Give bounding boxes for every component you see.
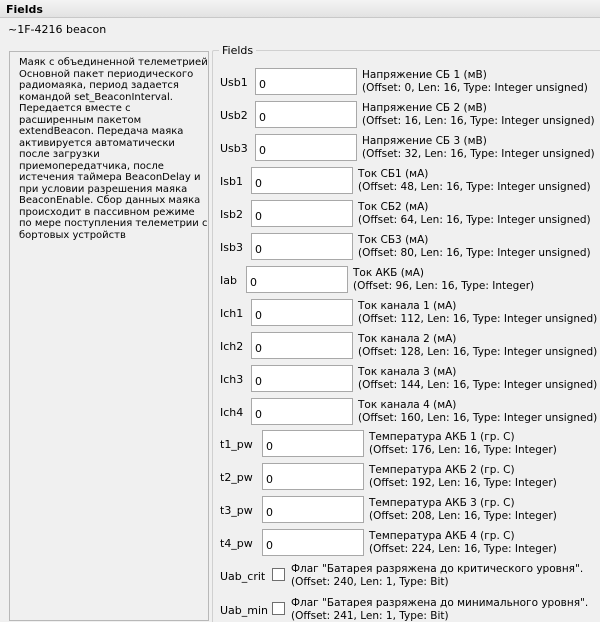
field-title: Температура АКБ 1 (гр. С) (369, 431, 515, 443)
field-label: Ich3 (220, 373, 244, 386)
field-title: Температура АКБ 2 (гр. С) (369, 464, 515, 476)
field-input-t1_pw[interactable] (262, 430, 364, 457)
flag-row-uab_crit (212, 562, 600, 594)
field-input-isb2[interactable] (251, 200, 353, 227)
field-input-usb3[interactable] (255, 134, 357, 161)
field-input-t3_pw[interactable] (262, 496, 364, 523)
field-row-t2_pw (212, 463, 600, 495)
field-description (358, 168, 591, 194)
window-title: Fields (0, 0, 600, 18)
field-meta: (Offset: 80, Len: 16, Type: Integer unsigned) (358, 247, 591, 259)
field-label: Ich2 (220, 340, 244, 353)
field-description (358, 300, 597, 326)
field-description (362, 135, 595, 161)
field-description (362, 102, 595, 128)
field-meta: (Offset: 64, Len: 16, Type: Integer unsigned) (358, 214, 591, 226)
field-label: Isb2 (220, 208, 243, 221)
flag-description (291, 563, 583, 589)
field-description (362, 69, 588, 95)
field-title: Ток канала 2 (мА) (358, 333, 457, 345)
flag-meta: (Offset: 241, Len: 1, Type: Bit) (291, 610, 449, 622)
field-row-ich3 (212, 365, 600, 397)
field-meta: (Offset: 32, Len: 16, Type: Integer unsigned) (362, 148, 595, 160)
field-meta: (Offset: 0, Len: 16, Type: Integer unsigned) (362, 82, 588, 94)
field-row-usb1 (212, 68, 600, 100)
field-title: Напряжение СБ 2 (мВ) (362, 102, 487, 114)
field-row-isb1 (212, 167, 600, 199)
field-label: t3_pw (220, 504, 253, 517)
field-row-ich2 (212, 332, 600, 364)
field-label: Usb1 (220, 76, 248, 89)
description-panel: Маяк с объединенной телеметрией Основной пакет периодического радиомаяка, период задается командой set_BeaconInterval. Передается вместе с расширенным пакетом extendBeacon. Передача маяка активируется автоматически после загрузки приемопередатчика, после истечения таймера BeaconDelay и при условии разрешения маяка BeaconEnable. Сбор данных маяка происходит в пассивном режиме по мере поступления телеметрии с бортовых устройств (9, 51, 209, 621)
field-title: Ток канала 1 (мА) (358, 300, 457, 312)
field-meta: (Offset: 128, Len: 16, Type: Integer unsigned) (358, 346, 598, 358)
field-meta: (Offset: 16, Len: 16, Type: Integer unsigned) (362, 115, 595, 127)
field-title: Температура АКБ 4 (гр. С) (369, 530, 515, 542)
field-input-ich3[interactable] (251, 365, 353, 392)
field-title: Ток СБ3 (мА) (358, 234, 429, 246)
field-description (369, 497, 557, 523)
field-meta: (Offset: 96, Len: 16, Type: Integer) (353, 280, 535, 292)
field-input-isb1[interactable] (251, 167, 353, 194)
field-title: Ток СБ2 (мА) (358, 201, 429, 213)
field-label: t4_pw (220, 537, 253, 550)
field-title: Напряжение СБ 3 (мВ) (362, 135, 487, 147)
field-meta: (Offset: 224, Len: 16, Type: Integer) (369, 543, 557, 555)
field-description (369, 431, 557, 457)
field-input-ich2[interactable] (251, 332, 353, 359)
field-label: Isb1 (220, 175, 243, 188)
flag-label: Uab_min (220, 604, 269, 617)
flag-title: Флаг "Батарея разряжена до минимального уровня". (291, 597, 589, 609)
field-title: Ток канала 4 (мА) (358, 399, 457, 411)
field-meta: (Offset: 192, Len: 16, Type: Integer) (369, 477, 557, 489)
field-description (358, 333, 597, 359)
field-label: Usb2 (220, 109, 248, 122)
field-description (369, 464, 557, 490)
field-title: Температура АКБ 3 (гр. С) (369, 497, 515, 509)
field-input-t4_pw[interactable] (262, 529, 364, 556)
field-input-ich4[interactable] (251, 398, 353, 425)
field-row-ich1 (212, 299, 600, 331)
field-label: Ich1 (220, 307, 244, 320)
field-title: Ток СБ1 (мА) (358, 168, 429, 180)
field-title: Ток АКБ (мА) (353, 267, 424, 279)
field-row-iab (212, 266, 600, 298)
field-label: Isb3 (220, 241, 243, 254)
field-input-usb2[interactable] (255, 101, 357, 128)
field-row-t1_pw (212, 430, 600, 462)
field-row-ich4 (212, 398, 600, 430)
field-input-ich1[interactable] (251, 299, 353, 326)
flag-checkbox-uab_min[interactable] (272, 602, 285, 615)
field-label: t1_pw (220, 438, 253, 451)
field-input-usb1[interactable] (255, 68, 357, 95)
field-row-t4_pw (212, 529, 600, 561)
flag-description (291, 597, 588, 622)
field-meta: (Offset: 208, Len: 16, Type: Integer) (369, 510, 557, 522)
field-meta: (Offset: 144, Len: 16, Type: Integer unsigned) (358, 379, 598, 391)
flag-label: Uab_crit (220, 570, 266, 583)
field-description (353, 267, 534, 293)
field-title: Напряжение СБ 1 (мВ) (362, 69, 487, 81)
fields-group-legend: Fields (219, 44, 256, 57)
flag-meta: (Offset: 240, Len: 1, Type: Bit) (291, 576, 449, 588)
field-description (369, 530, 557, 556)
field-meta: (Offset: 176, Len: 16, Type: Integer) (369, 444, 557, 456)
field-meta: (Offset: 48, Len: 16, Type: Integer unsigned) (358, 181, 591, 193)
field-label: Usb3 (220, 142, 248, 155)
field-input-t2_pw[interactable] (262, 463, 364, 490)
field-description (358, 201, 591, 227)
field-label: Ich4 (220, 406, 244, 419)
object-subtitle: ~1F-4216 beacon (8, 23, 107, 36)
flag-checkbox-uab_crit[interactable] (272, 568, 285, 581)
flag-row-uab_min (212, 596, 600, 622)
field-row-isb2 (212, 200, 600, 232)
field-input-isb3[interactable] (251, 233, 353, 260)
field-row-usb3 (212, 134, 600, 166)
field-meta: (Offset: 112, Len: 16, Type: Integer unsigned) (358, 313, 598, 325)
field-label: Iab (220, 274, 237, 287)
field-description (358, 234, 591, 260)
field-meta: (Offset: 160, Len: 16, Type: Integer unsigned) (358, 412, 598, 424)
field-description (358, 399, 597, 425)
field-description (358, 366, 597, 392)
field-label: t2_pw (220, 471, 253, 484)
field-row-isb3 (212, 233, 600, 265)
field-input-iab[interactable] (246, 266, 348, 293)
fields-group (212, 44, 600, 622)
flag-title: Флаг "Батарея разряжена до критического уровня". (291, 563, 584, 575)
field-row-usb2 (212, 101, 600, 133)
field-row-t3_pw (212, 496, 600, 528)
field-title: Ток канала 3 (мА) (358, 366, 457, 378)
